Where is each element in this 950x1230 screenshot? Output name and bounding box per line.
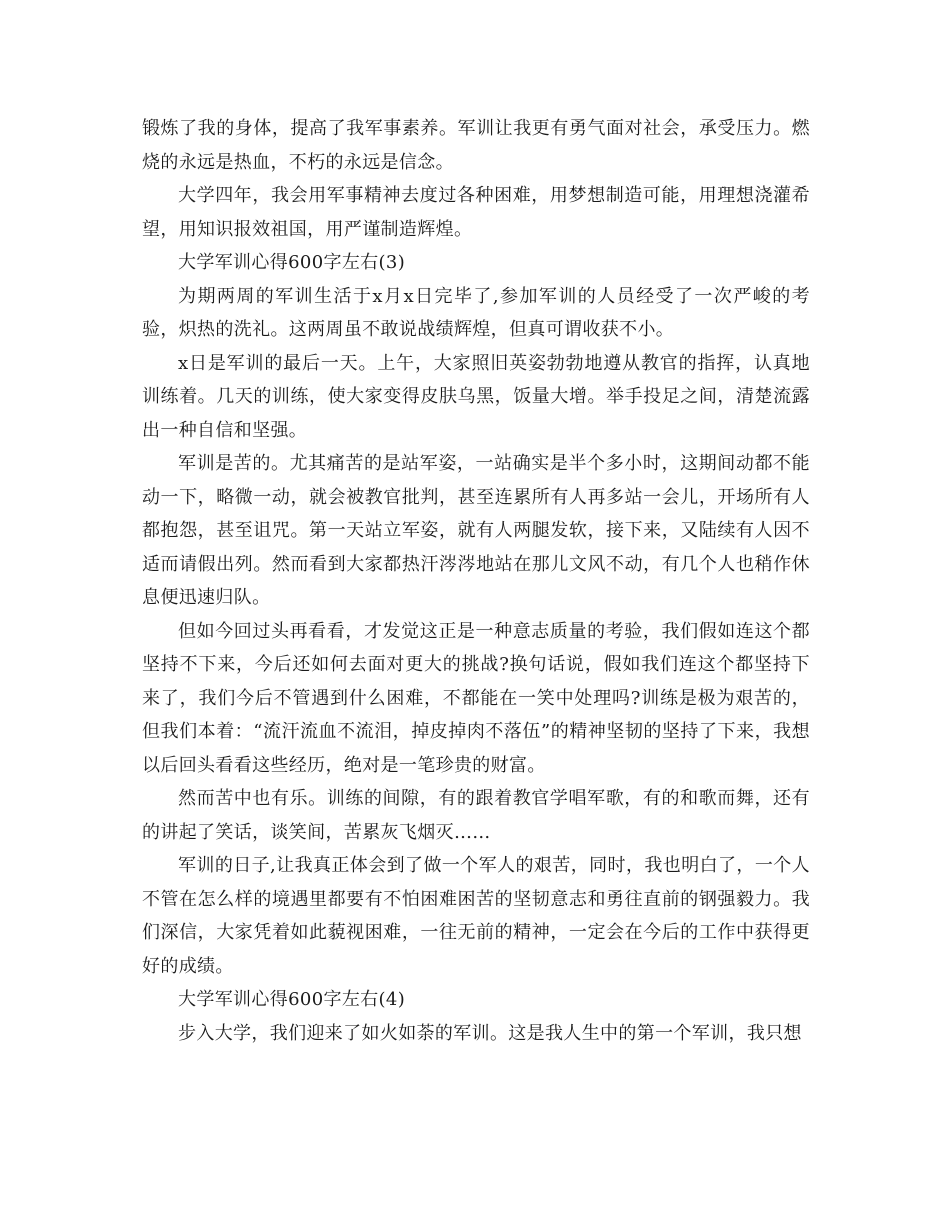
paragraph: x日是军训的最后一天。上午，大家照旧英姿勃勃地遵从教官的指挥，认真地训练着。几天的训练，使大家变得皮肤乌黑，饭量大增。举手投足之间，清楚流露出一种自信和坚强。 bbox=[142, 352, 810, 441]
paragraph-continuation: 锻炼了我的身体，提高了我军事素养。军训让我更有勇气面对社会，承受压力。燃烧的永远是热血，不朽的永远是信念。 bbox=[142, 118, 810, 173]
section-heading: 大学军训心得600字左右(4) bbox=[178, 989, 406, 1010]
paragraph: 然而苦中也有乐。训练的间隙，有的跟着教官学唱军歌，有的和歌而舞，还有的讲起了笑话，谈笑间，苦累灰飞烟灭…… bbox=[142, 788, 810, 843]
paragraph: 军训是苦的。尤其痛苦的是站军姿，一站确实是半个多小时，这期间动都不能动一下，略微一动，就会被教官批判，甚至连累所有人再多站一会儿，开场所有人都抱怨，甚至诅咒。第一天站立军姿，就有人两腿发软，接下来，又陆续有人因不适而请假出列。然而看到大家都热汗涔涔地站在那儿文风不动，有几个人也稍作休息便迅速归队。 bbox=[142, 453, 810, 608]
document-page bbox=[142, 112, 810, 1050]
paragraph: 但如今回过头再看看，才发觉这正是一种意志质量的考验，我们假如连这个都坚持不下来，今后还如何去面对更大的挑战?换句话说，假如我们连这个都坚持下来了，我们今后不管遇到什么困难，不都能在一笑中处理吗?训练是极为艰苦的，但我们本着：“流汗流血不流泪，掉皮掉肉不落伍”的精神坚韧的坚持了下来，我想以后回头看看这些经历，绝对是一笔珍贵的财富。 bbox=[142, 620, 810, 776]
paragraph: 为期两周的军训生活于x月x日完毕了,参加军训的人员经受了一次严峻的考验，炽热的洗礼。这两周虽不敢说战绩辉煌，但真可谓收获不小。 bbox=[142, 285, 810, 340]
paragraph: 步入大学，我们迎来了如火如荼的军训。这是我人生中的第一个军训，我只想 bbox=[178, 1022, 802, 1044]
section-heading: 大学军训心得600字左右(3) bbox=[178, 252, 406, 273]
paragraph: 军训的日子,让我真正体会到了做一个军人的艰苦，同时，我也明白了，一个人不管在怎么样的境遇里都要有不怕困难困苦的坚韧意志和勇往直前的钢强毅力。我们深信，大家凭着如此藐视困难，一往无前的精神，一定会在今后的工作中获得更好的成绩。 bbox=[142, 855, 810, 977]
paragraph: 大学四年，我会用军事精神去度过各种困难，用梦想制造可能，用理想浇灌希望，用知识报效祖国，用严谨制造辉煌。 bbox=[142, 185, 810, 240]
